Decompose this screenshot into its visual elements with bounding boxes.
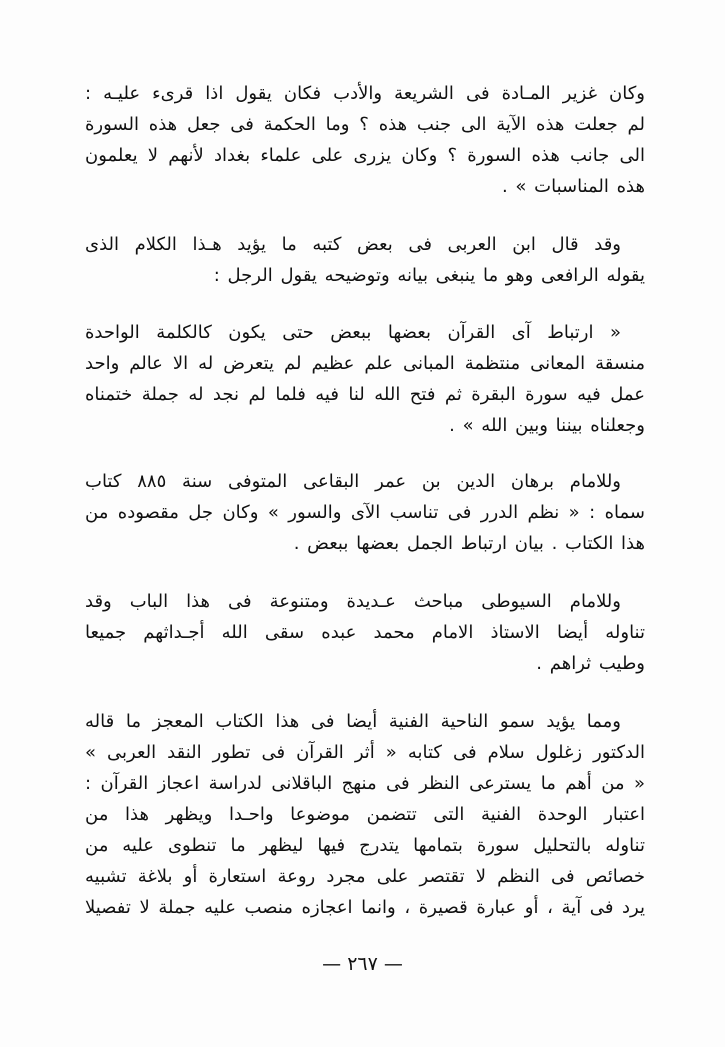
text-line: عمل فيه سورة البقرة ثم فتح الله لنا فيه فلما لم نجد له جملة ختمناه [85, 384, 645, 405]
text-line: « ارتباط آى القرآن بعضها ببعض حتى يكون كالكلمة الواحدة [85, 322, 621, 343]
text-line: وقد قال ابن العربى فى بعض كتبه ما يؤيد هـذا الكلام الذى [85, 234, 621, 255]
paragraph-5 [85, 586, 645, 679]
paragraph-3 [85, 317, 645, 441]
text-line: وللامام برهان الدين بن عمر البقاعى المتوفى سنة ٨٨٥ كتاب [85, 471, 621, 492]
text-line: يقوله الرافعى وهو ما ينبغى بيانه وتوضيحه يقول الرجل : [213, 265, 645, 286]
text-line: لم جعلت هذه الآية الى جنب هذه ؟ وما الحكمة فى جعل هذه السورة [85, 114, 645, 135]
page-number: — ٢٦٧ — [322, 953, 403, 975]
paragraph-4 [85, 466, 645, 559]
text-line: تناوله أيضا الاستاذ الامام محمد عبده سقى الله أجـداثهم جميعا [85, 622, 645, 643]
text-line: اعتبار الوحدة الفنية التى تتضمن موضوعا واحـدا ويظهر هذا من [85, 804, 645, 825]
text-line: الى جانب هذه السورة ؟ وكان يزرى على علماء بغداد لأنهم لا يعلمون [85, 145, 645, 166]
text-line: سماه : « نظم الدرر فى تناسب الآى والسور » وكان جل مقصوده من [85, 502, 645, 523]
text-line: وجعلناه بيننا وبين الله » . [449, 415, 645, 436]
paragraph-6 [85, 706, 645, 923]
text-line: تناوله بالتحليل سورة بتمامها يتدرج فيها ليظهر ما تنطوى عليه من [85, 835, 645, 856]
text-line: الدكتور زغلول سلام فى كتابه « أثر القرآن فى تطور النقد العربى » [85, 742, 645, 763]
text-line: خصائص فى النظم لا تقتصر على مجرد روعة استعارة أو بلاغة تشبيه [85, 866, 645, 887]
text-line: منسقة المعانى منتظمة المبانى علم عظيم لم يتعرض له الا عالم واحد [85, 353, 645, 374]
paragraph-2 [85, 229, 645, 291]
paragraph-1 [85, 78, 645, 202]
text-line: وكان غزير المـادة فى الشريعة والأدب فكان يقول اذا قرىء عليـه : [85, 83, 645, 104]
text-line: وطيب ثراهم . [536, 653, 645, 674]
text-line: وللامام السيوطى مباحث عـديدة ومتنوعة فى هذا الباب وقد [85, 591, 621, 612]
text-line: يرد فى آية ، أو عبارة قصيرة ، وانما اعجازه منصب عليه جملة لا تفصيلا [85, 897, 645, 918]
text-line: « من أهم ما يسترعى النظر فى منهج الباقلانى لدراسة اعجاز القرآن : [85, 773, 645, 794]
text-line: هذه المناسبات » . [501, 176, 645, 197]
text-line: ومما يؤيد سمو الناحية الفنية أيضا فى هذا الكتاب المعجز ما قاله [85, 711, 621, 732]
text-line: هذا الكتاب . بيان ارتباط الجمل بعضها ببعض . [293, 533, 645, 554]
